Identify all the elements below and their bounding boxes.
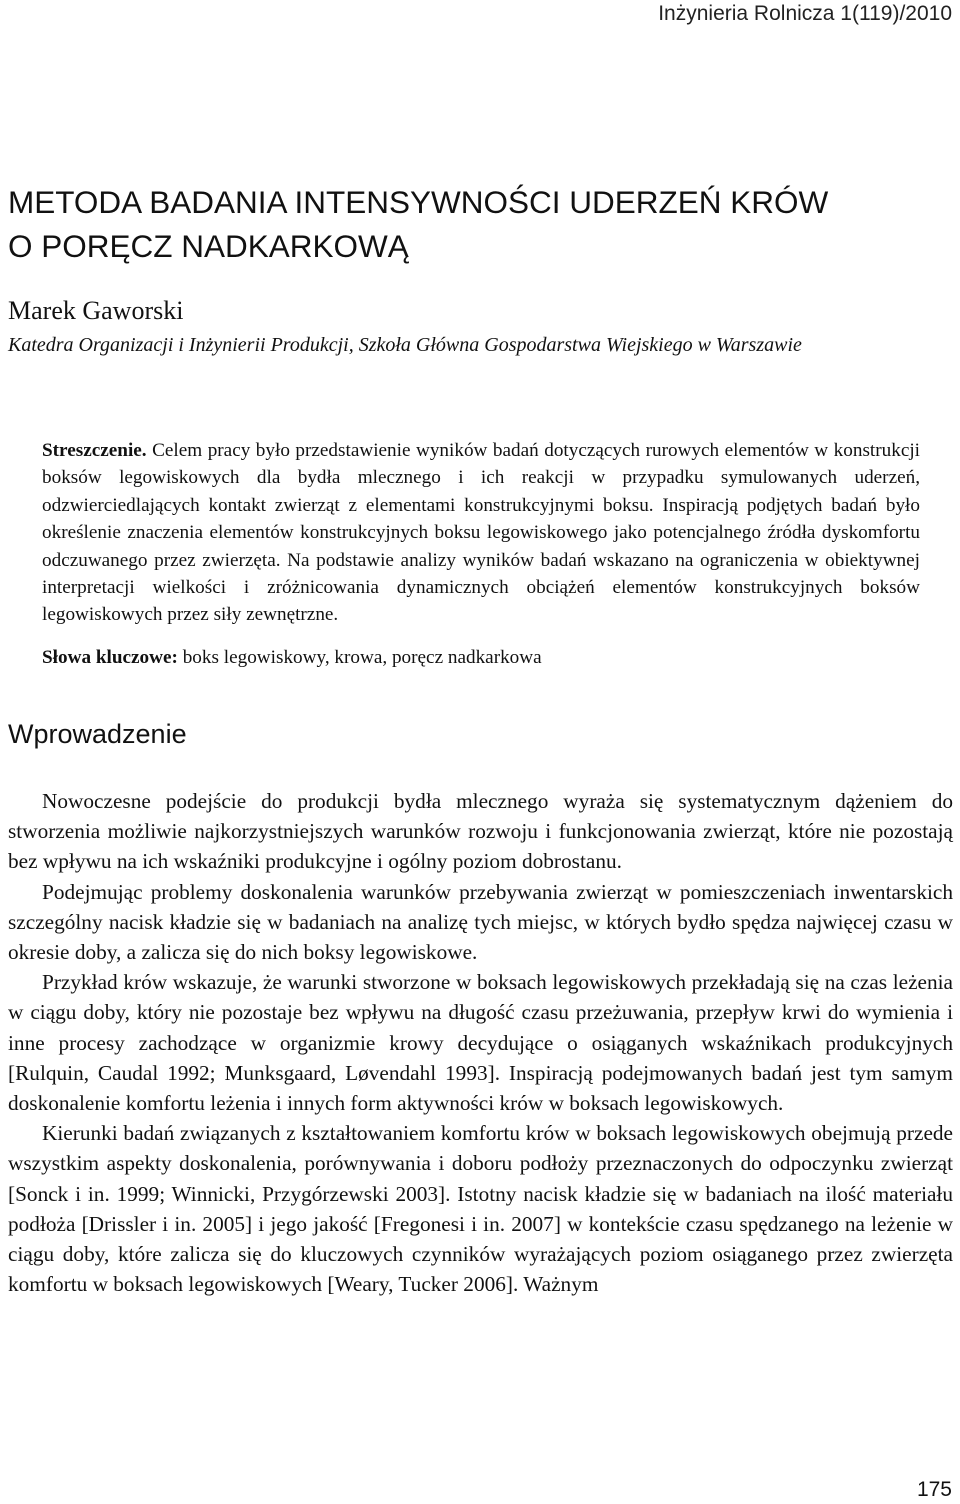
body-text <box>8 786 953 1299</box>
keywords-text: boks legowiskowy, krowa, poręcz nadkarkowa <box>182 647 542 668</box>
abstract-label: Streszczenie. <box>42 440 147 461</box>
author-name: Marek Gaworski <box>8 296 184 325</box>
paragraph: Przykład krów wskazuje, że warunki stworzone w boksach legowiskowych przekładają się na czas leżenia w ciągu doby, który nie pozostaje bez wpływu na długość czasu przeżuwania, przepływ krwi do wymienia i inne procesy zachodzące w organizmie krowy decydujące o osiąganych wskaźnikach produkcyjnych [Rulquin, Caudal 1992; Munksgaard, Løvendahl 1993]. Inspiracją podejmowanych badań jest tym samym doskonalenie komfortu leżenia i innych form aktywności krów w boksach legowiskowych. <box>8 970 953 1116</box>
article-title <box>8 180 953 268</box>
abstract <box>42 437 920 629</box>
paragraph: Kierunki badań związanych z kształtowaniem komfortu krów w boksach legowiskowych obejmują przede wszystkim aspekty doskonalenia, porównywania i doboru podłoży przeznaczonych do odpoczynku zwierząt [Sonck i in. 1999; Winnicki, Przygórzewski 2003]. Istotny nacisk kładzie się w badaniach na ilość materiału podłoża [Drissler i in. 2005] i jego jakość [Fregonesi i in. 2007] w kontekście czasu spędzanego na leżenie w ciągu doby, które zalicza się do kluczowych czynników wyrażających poziom osiąganego przez zwierzęta komfortu w boksach legowiskowych [Weary, Tucker 2006]. Ważnym <box>8 1121 953 1297</box>
paragraph: Nowoczesne podejście do produkcji bydła mlecznego wyraża się systematycznym dążeniem do stworzenia możliwie najkorzystniejszych warunków rozwoju i funkcjonowania zwierząt, które nie pozostają bez wpływu na ich wskaźniki produkcyjne i ogólny poziom dobrostanu. <box>8 789 953 874</box>
keywords <box>42 647 920 669</box>
title-line: O PORĘCZ NADKARKOWĄ <box>8 228 409 264</box>
page-number: 175 <box>916 1478 952 1501</box>
abstract-text: Celem pracy było przedstawienie wyników badań dotyczących rurowych elementów w konstrukcji boksów legowiskowych dla bydła mlecznego i ich reakcji w przypadku symulowanych uderzeń, odzwierciedlających kontakt zwierząt z elementami konstrukcyjnymi boksu. Inspiracją podjętych badań było określenie znaczenia elementów konstrukcyjnych boksu legowiskowego jako potencjalnego źródła dyskomfortu odczuwanego przez zwierzęta. Na podstawie analizy wyników badań wskazano na ograniczenia w obiektywnej interpretacji wielkości i zróżnicowania dynamicznych obciążeń elementów konstrukcyjnych boksów legowiskowych przez siły zewnętrzne. <box>42 440 920 626</box>
author-affiliation: Katedra Organizacji i Inżynierii Produkcji, Szkoła Główna Gospodarstwa Wiejskiego w Warszawie <box>8 334 802 356</box>
paragraph: Podejmując problemy doskonalenia warunków przebywania zwierząt w pomieszczeniach inwentarskich szczególny nacisk kładzie się w badaniach na analizę tych miejsc, w których bydło spędza najwięcej czasu w okresie doby, a zalicza się do nich boksy legowiskowe. <box>8 879 953 965</box>
section-heading: Wprowadzenie <box>8 719 187 749</box>
title-line: METODA BADANIA INTENSYWNOŚCI UDERZEŃ KRÓW <box>8 184 829 220</box>
journal-header: Inżynieria Rolnicza 1(119)/2010 <box>658 2 952 25</box>
keywords-label: Słowa kluczowe: <box>42 647 178 668</box>
